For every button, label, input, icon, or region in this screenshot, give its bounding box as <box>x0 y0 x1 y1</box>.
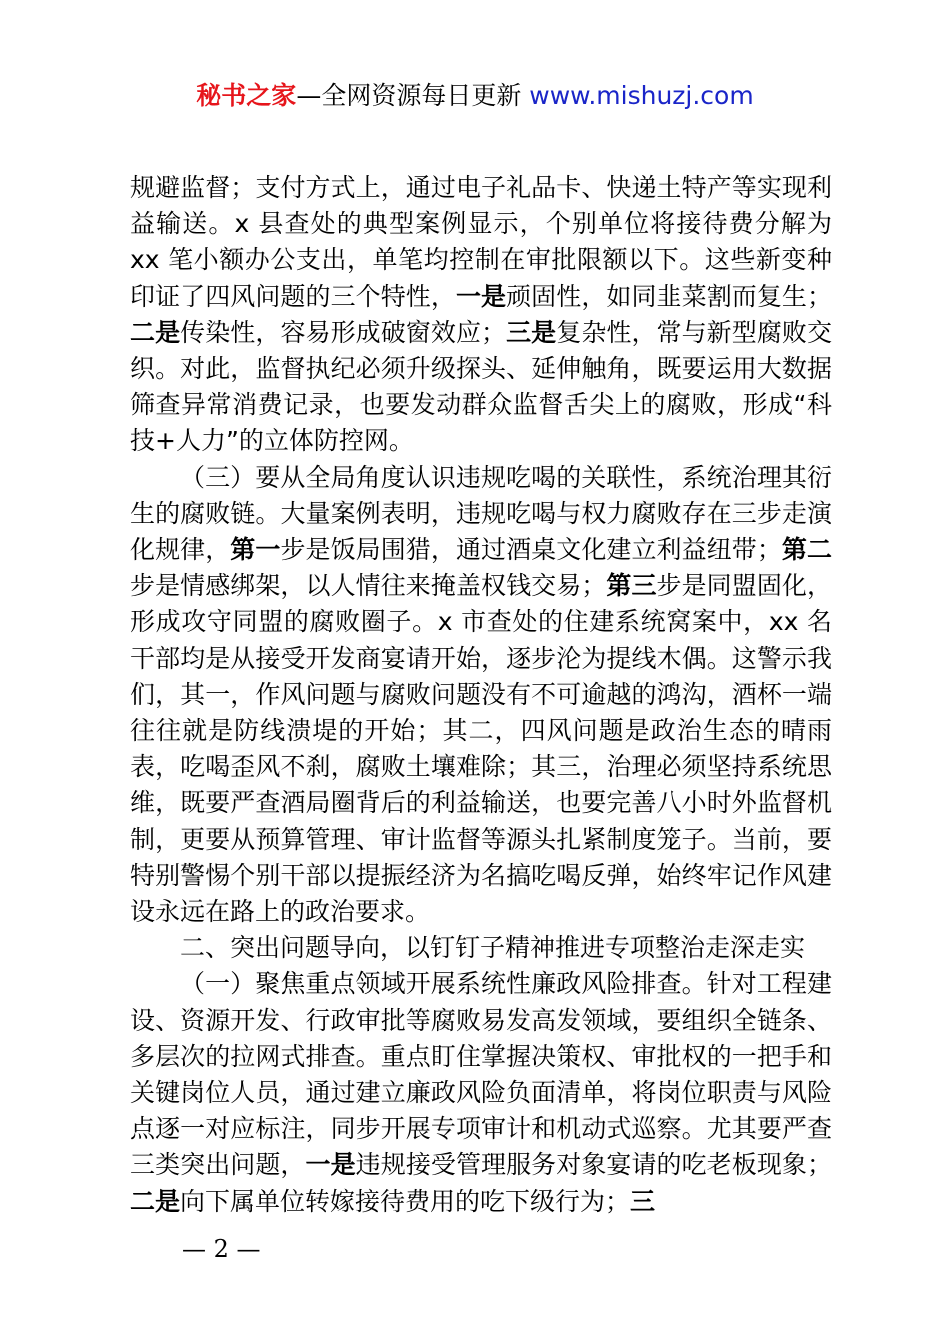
paragraph-p2 <box>130 460 832 931</box>
bold-marker: 一是 <box>305 1150 356 1180</box>
paragraph-text: （三）要从全局角度认识违规吃喝的关联性，系统治理其衍生的腐败链。大量案例表明，违规吃喝与权力腐败存在三步走演化规律， <box>130 462 832 565</box>
bold-marker: 二是 <box>130 1186 181 1216</box>
site-tagline: —全网资源每日更新 <box>296 81 522 110</box>
paragraph-text: （一）聚焦重点领域开展系统性廉政风险排查。针对工程建设、资源开发、行政审批等腐败易发高发领域，要组织全链条、多层次的拉网式排查。重点盯住掌握决策权、审批权的一把手和关键岗位人员，通过建立廉政风险负面清单，将岗位职责与风险点逐一对应标注，同步开展专项审计和机动式巡察。尤其要严查三类突出问题， <box>130 969 832 1180</box>
site-header <box>0 80 950 112</box>
bold-marker: 一是 <box>455 281 507 311</box>
bold-marker: 三是 <box>506 317 557 347</box>
site-url-link[interactable]: www.mishuzj.com <box>529 81 754 110</box>
bold-marker: 第一 <box>230 535 281 565</box>
paragraph-text: 顽固性，如同韭菜割而复生； <box>506 281 832 311</box>
paragraph-p4 <box>130 966 832 1219</box>
bold-marker: 二是 <box>130 317 181 347</box>
paragraph-text: 复杂性，常与新型腐败交织。对此，监督执纪必须升级探头、延伸触角，既要运用大数据筛查异常消费记录，也要发动群众监督舌尖上的腐败，形成“科技+人力”的立体防控网。 <box>130 317 832 456</box>
paragraph-text: 步是饭局围猎，通过酒桌文化建立利益纽带； <box>280 535 782 565</box>
paragraph-text: 规避监督；支付方式上，通过电子礼品卡、快递土特产等实现利益输送。x 县查处的典型案例显示，个别单位将接待费分解为 xx 笔小额办公支出，单笔均控制在审批限额以下。这些新变种印证了四风问题的三个特性， <box>130 173 832 311</box>
paragraph-p1 <box>130 170 832 460</box>
paragraph-text: 步是同盟固化，形成攻守同盟的腐败圈子。x 市查处的住建系统窝案中，xx 名干部均是从接受开发商宴请开始，逐步沦为提线木偶。这警示我们，其一，作风问题与腐败问题没有不可逾越的鸿沟，酒杯一端往往就是防线溃堤的开始；其二，四风问题是政治生态的晴雨表，吃喝歪风不刹，腐败土壤难除；其三，治理必须坚持系统思维，既要严查酒局圈背后的利益输送，也要完善八小时外监督机制，更要从预算管理、审计监督等源头扎紧制度笼子。当前，要特别警惕个别干部以提振经济为名搞吃喝反弹，始终牢记作风建设永远在路上的政治要求。 <box>130 571 832 927</box>
paragraph-p3 <box>130 930 832 966</box>
document-body <box>130 170 832 1220</box>
paragraph-text: 二、突出问题导向，以钉钉子精神推进专项整治走深走实 <box>180 933 806 963</box>
paragraph-text: 向下属单位转嫁接待费用的吃下级行为； <box>180 1186 631 1216</box>
site-brand: 秘书之家 <box>196 81 297 110</box>
bold-marker: 第二 <box>781 535 832 565</box>
bold-marker: 三 <box>630 1186 656 1216</box>
paragraph-text: 传染性，容易形成破窗效应； <box>180 317 507 347</box>
page-number: — 2 — <box>182 1235 261 1263</box>
paragraph-text: 步是情感绑架，以人情往来掩盖权钱交易； <box>130 571 607 601</box>
paragraph-text: 违规接受管理服务对象宴请的吃老板现象； <box>355 1150 832 1180</box>
bold-marker: 第三 <box>606 571 657 601</box>
